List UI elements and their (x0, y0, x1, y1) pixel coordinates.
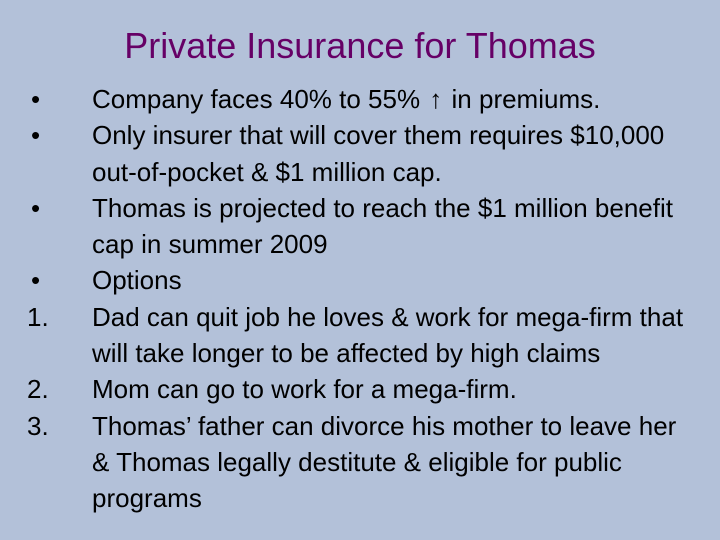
bullet-text: Thomas is projected to reach the $1 million benefit cap in summer 2009 (92, 192, 673, 260)
numbered-text: Dad can quit job he loves & work for mega-firm that will take longer to be affected by high claims (92, 301, 684, 369)
bullet-item-premiums (27, 81, 697, 117)
numbered-item-3 (27, 408, 697, 517)
number-marker: 1. (27, 301, 49, 332)
bullet-item-benefit-cap (27, 190, 697, 263)
bullet-list (27, 81, 697, 517)
up-arrow-icon: ↑ (429, 84, 443, 114)
numbered-item-1 (27, 299, 697, 372)
bullet-marker: • (31, 84, 41, 114)
number-marker: 3. (27, 410, 49, 441)
bullet-text-part: in premiums. (444, 84, 601, 114)
numbered-text: Thomas’ father can divorce his mother to leave her & Thomas legally destitute & eligible for public programs (92, 410, 677, 514)
bullet-text (92, 81, 697, 117)
bullet-text-part: Company faces 40% to 55% (92, 84, 428, 114)
bullet-text: Only insurer that will cover them requires $10,000 out-of-pocket & $1 million cap. (92, 120, 665, 187)
slide-title: Private Insurance for Thomas (124, 25, 596, 66)
bullet-item-insurer (27, 117, 697, 190)
bullet-marker: • (31, 192, 41, 223)
numbered-item-2 (27, 371, 697, 407)
number-marker: 2. (27, 374, 49, 405)
bullet-item-options (27, 262, 697, 298)
bullet-marker: • (31, 265, 41, 296)
numbered-text: Mom can go to work for a mega-firm. (92, 374, 517, 405)
bullet-marker: • (31, 120, 41, 151)
bullet-text: Options (92, 265, 182, 296)
